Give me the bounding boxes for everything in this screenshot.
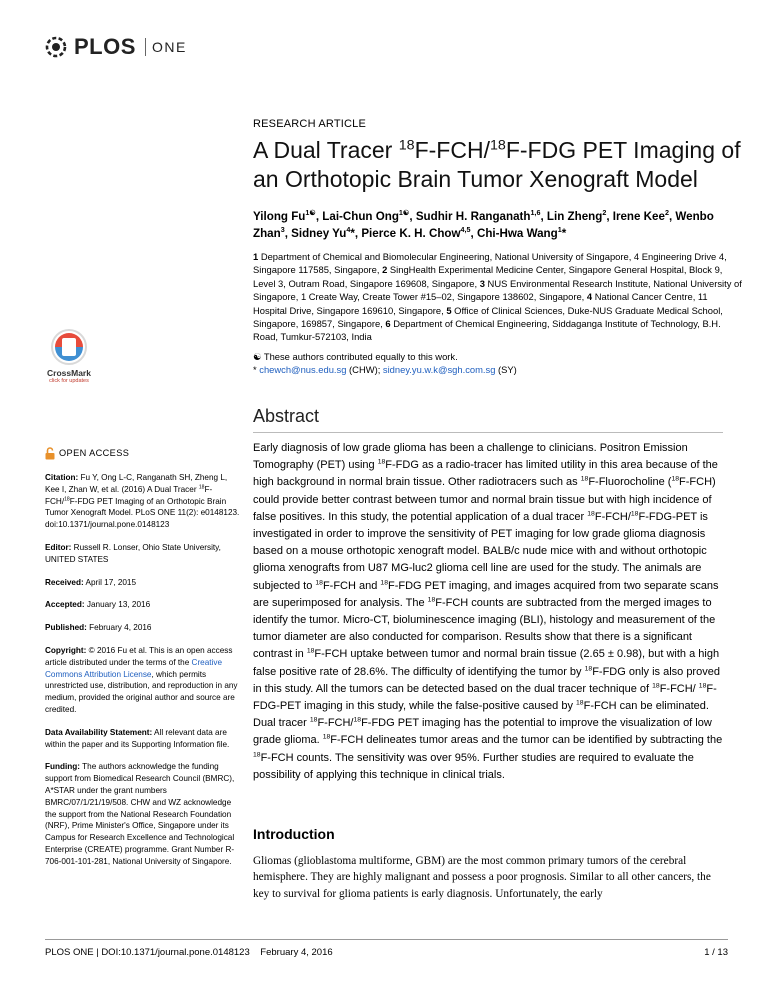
crossmark-sub: click for updates (49, 378, 89, 384)
journal-logo[interactable] (42, 34, 192, 58)
received-date: Received: April 17, 2015 (45, 577, 137, 587)
crossmark-icon (43, 327, 95, 367)
license-link[interactable]: Creative Commons Attribution License (45, 657, 223, 679)
copyright: Copyright: © 2016 Fu et al. This is an open access article distributed under the terms of the Creative Commons Attribution License, which permits unrestricted use, distribution, and reproduction in any medium, provided the original author and source are credited. (45, 645, 238, 714)
equal-contribution-note: ☯ These authors contributed equally to this work. (253, 351, 458, 362)
data-availability: Data Availability Statement: All relevant data are within the paper and its Supporting Information file. (45, 727, 230, 749)
logo-divider (145, 38, 146, 56)
introduction-heading: Introduction (253, 826, 335, 842)
editor: Editor: Russell R. Lonser, Ohio State University, UNITED STATES (45, 542, 221, 564)
abstract-heading: Abstract (253, 406, 320, 426)
email-link-chw[interactable]: chewch@nus.edu.sg (259, 364, 347, 376)
logo-journal: ONE (152, 39, 187, 55)
abstract-body: Early diagnosis of low grade glioma has been a challenge to clinicians. Positron Emission Tomography (PET) using $^{18}$F-FDG as a radio-tracer has limited utility in this area because of the high background in normal brain tissue. Other radiotracers such as $^{18}$F-Fluorocholine ($^{18}$F-FCH) could provide better contrast between tumor and normal brain tissue but with high incidence of false positives. In this study, the potential application of a dual tracer $^{18}$F-FCH/$^{18}$F-FDG-PET is investigated in order to improve the sensitivity of PET imaging for low grade glioma diagnosis based on a mouse orthotopic xenograft model. BALB/c nude mice with and without orthotopic glioma xenografts from U87 MG-luc2 glioma cell line are used for the study. The animals are subjected to $^{18}$F-FCH and $^{18}$F-FDG PET imaging, and images acquired from two separate scans are superimposed for analysis. The $^{18}$F-FCH counts are subtracted from the merged images to identify the tumor. Micro-CT, bioluminescence imaging (BLI), histology and measurement of the tumor diameter are also conducted for comparison. Results show that there is a significant contrast in $^{18}$F-FCH uptake between tumor and normal brain tissue (2.65 ± 0.98), but with a high false positive rate of 28.6%. The difficulty of identifying the tumor by $^{18}$F-FDG only is also proved in this study. All the tumors can be detected based on the dual tracer technique of $^{18}$F-FCH/ $^{18}$F-FDG-PET imaging in this study, while the false-positive caused by $^{18}$F-FCH can be eliminated. Dual tracer $^{18}$F-FCH/$^{18}$F-FDG PET imaging has the potential to improve the visualization of low grade glioma. $^{18}$F-FCH delineates tumor areas and the tumor can be identified by subtracting the $^{18}$F-FCH counts. The sensitivity was over 95%. Further studies are required to evaluate the possibility of applying this technique in clinical trials. (253, 442, 723, 781)
email-link-sy[interactable]: sidney.yu.w.k@sgh.com.sg (382, 364, 496, 376)
citation: Citation: Fu Y, Ong L-C, Ranganath SH, Zheng L, Kee I, Zhan W, et al. (2016) A Dual Tracer $^{18}$F-FCH/$^{18}$F-FDG PET Imaging of an Orthotopic Brain Tumor Xenograft Model. PLoS ONE 11(2): e0148123. doi:10.1371/journal.pone.0148123 (45, 473, 240, 530)
abstract-divider (253, 432, 723, 433)
affiliations: 1 Department of Chemical and Biomolecular Engineering, National University of Singapore, 4 Engineering Drive 4, Singapore 117585, Singapore, 2 SingHealth Experimental Medicine Center, Singapore General Hospital, Block 9, Level 3, Outram Road, Singapore 169608, Singapore, 3 NUS Environmental Research Institute, National University of Singapore, 1 Create Way, Create Tower #15–02, Singapore 138602, Singapore, 4 National Cancer Centre, 11 Hospital Drive, Singapore 169610, Singapore, 5 Office of Clinical Sciences, Duke-NUS Graduate Medical School, Singapore, 169857, Singapore, 6 Department of Chemical Engineering, Siddaganga Institute of Technology, B.H. Road, Tumkur-572103, India (253, 251, 742, 343)
open-lock-icon (45, 447, 55, 460)
plos-logo-icon (42, 34, 70, 60)
author-notes (253, 350, 743, 377)
logo-word: PLOS (74, 34, 136, 59)
article-info-sidebar (45, 447, 240, 879)
introduction-body: Gliomas (glioblastoma multiforme, GBM) are the most common primary tumors of the cerebral hemisphere. They are highly malignant and possess a poor prognosis. Similar to all other cancers, the key to survival for glioma patients is early diagnosis. Unfortunately, the early (253, 855, 711, 900)
article-title: A Dual Tracer $^{18}$F-FCH/$^{18}$F-FDG PET Imaging of an Orthotopic Brain Tumor Xenograft Model (253, 137, 741, 192)
footer-citation: PLOS ONE | DOI:10.1371/journal.pone.0148123 February 4, 2016 (45, 947, 333, 958)
published-date: Published: February 4, 2016 (45, 623, 152, 633)
accepted-date: Accepted: January 13, 2016 (45, 600, 151, 610)
crossmark-label: CrossMark (47, 368, 91, 378)
section-label: RESEARCH ARTICLE (253, 118, 367, 130)
funding: Funding: The authors acknowledge the funding support from Biomedical Research Council (BMRC), A*STAR under the grant numbers BMRC/07/1/21/19/508. CHW and WZ acknowledge the support from the National Research Foundation (NRF), Prime Minister's Office, Singapore under its Campus for Research Excellence and Technological Enterprise (CREATE) programme. Grant Number R-706-001-101-281, National University of Singapore. (45, 762, 235, 866)
author-list: Yilong $Fu^{1☯}$, Lai-Chun Ong$^{1☯}$, Sudhir H. Ranganath$^{1,6}$, Lin Zheng$^2$, Irene Kee$^2$, Wenbo Zhan$^3$, Sidney Yu$^4$*, Pierce K. H. Chow$^{4,5}$, Chi-Hwa Wang$^1$* (253, 208, 714, 240)
footer-divider (45, 939, 728, 940)
open-access-badge: OPEN ACCESS (45, 447, 240, 460)
correspondence: * chewch@nus.edu.sg (CHW); sidney.yu.w.k@sgh.com.sg (SY) (253, 364, 517, 376)
page-number: 1 / 13 (704, 947, 728, 958)
crossmark-badge[interactable] (43, 327, 95, 397)
